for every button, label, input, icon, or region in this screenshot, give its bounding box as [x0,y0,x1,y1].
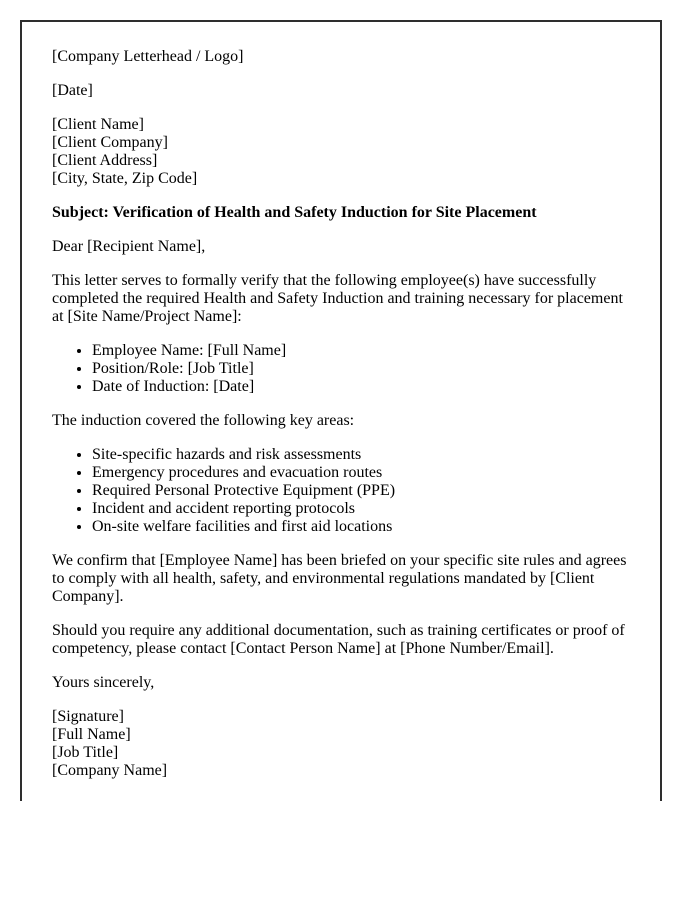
signer-name-line: [Full Name] [52,726,131,743]
letterhead-placeholder: [Company Letterhead / Logo] [52,48,244,65]
key-areas-intro: The induction covered the following key areas: [52,412,355,429]
date-placeholder: [Date] [52,82,93,99]
intro-paragraph: This letter serves to formally verify that the following employee(s) have successfully completed the required Health and Safety Induction and training necessary for placement at [Site Name/Project Name]: [52,272,623,325]
salutation: Dear [Recipient Name], [52,238,206,255]
recipient-company-line: [Client Company] [52,134,168,151]
signature-line: [Signature] [52,708,124,725]
induction-date-item: • Date of Induction: [Date] [92,378,630,396]
signature-block [52,708,630,780]
closing: Yours sincerely, [52,674,155,691]
confirmation-paragraph: We confirm that [Employee Name] has been briefed on your specific site rules and agrees to comply with all health, safety, and environmental regulations mandated by [Client Company]. [52,552,627,605]
recipient-address-block [52,116,630,188]
recipient-address-line: [Client Address] [52,152,158,169]
key-area-item: • Emergency procedures and evacuation routes [92,464,630,482]
signer-title-line: [Job Title] [52,744,119,761]
recipient-name-line: [Client Name] [52,116,144,133]
signer-company-line: [Company Name] [52,762,168,779]
subject-line: Subject: Verification of Health and Safety Induction for Site Placement [52,204,537,221]
documentation-paragraph: Should you require any additional documentation, such as training certificates or proof of competency, please contact [Contact Person Name] at [Phone Number/Email]. [52,622,625,657]
employee-name-item: • Employee Name: [Full Name] [92,342,630,360]
key-area-item: • On-site welfare facilities and first aid locations [92,518,630,536]
employee-details-list [52,342,630,396]
key-area-item: • Site-specific hazards and risk assessments [92,446,630,464]
key-areas-list [52,446,630,536]
employee-position-item: • Position/Role: [Job Title] [92,360,630,378]
recipient-city-line: [City, State, Zip Code] [52,170,198,187]
letter-page [20,20,662,801]
key-area-item: • Required Personal Protective Equipment (PPE) [92,482,630,500]
key-area-item: • Incident and accident reporting protocols [92,500,630,518]
